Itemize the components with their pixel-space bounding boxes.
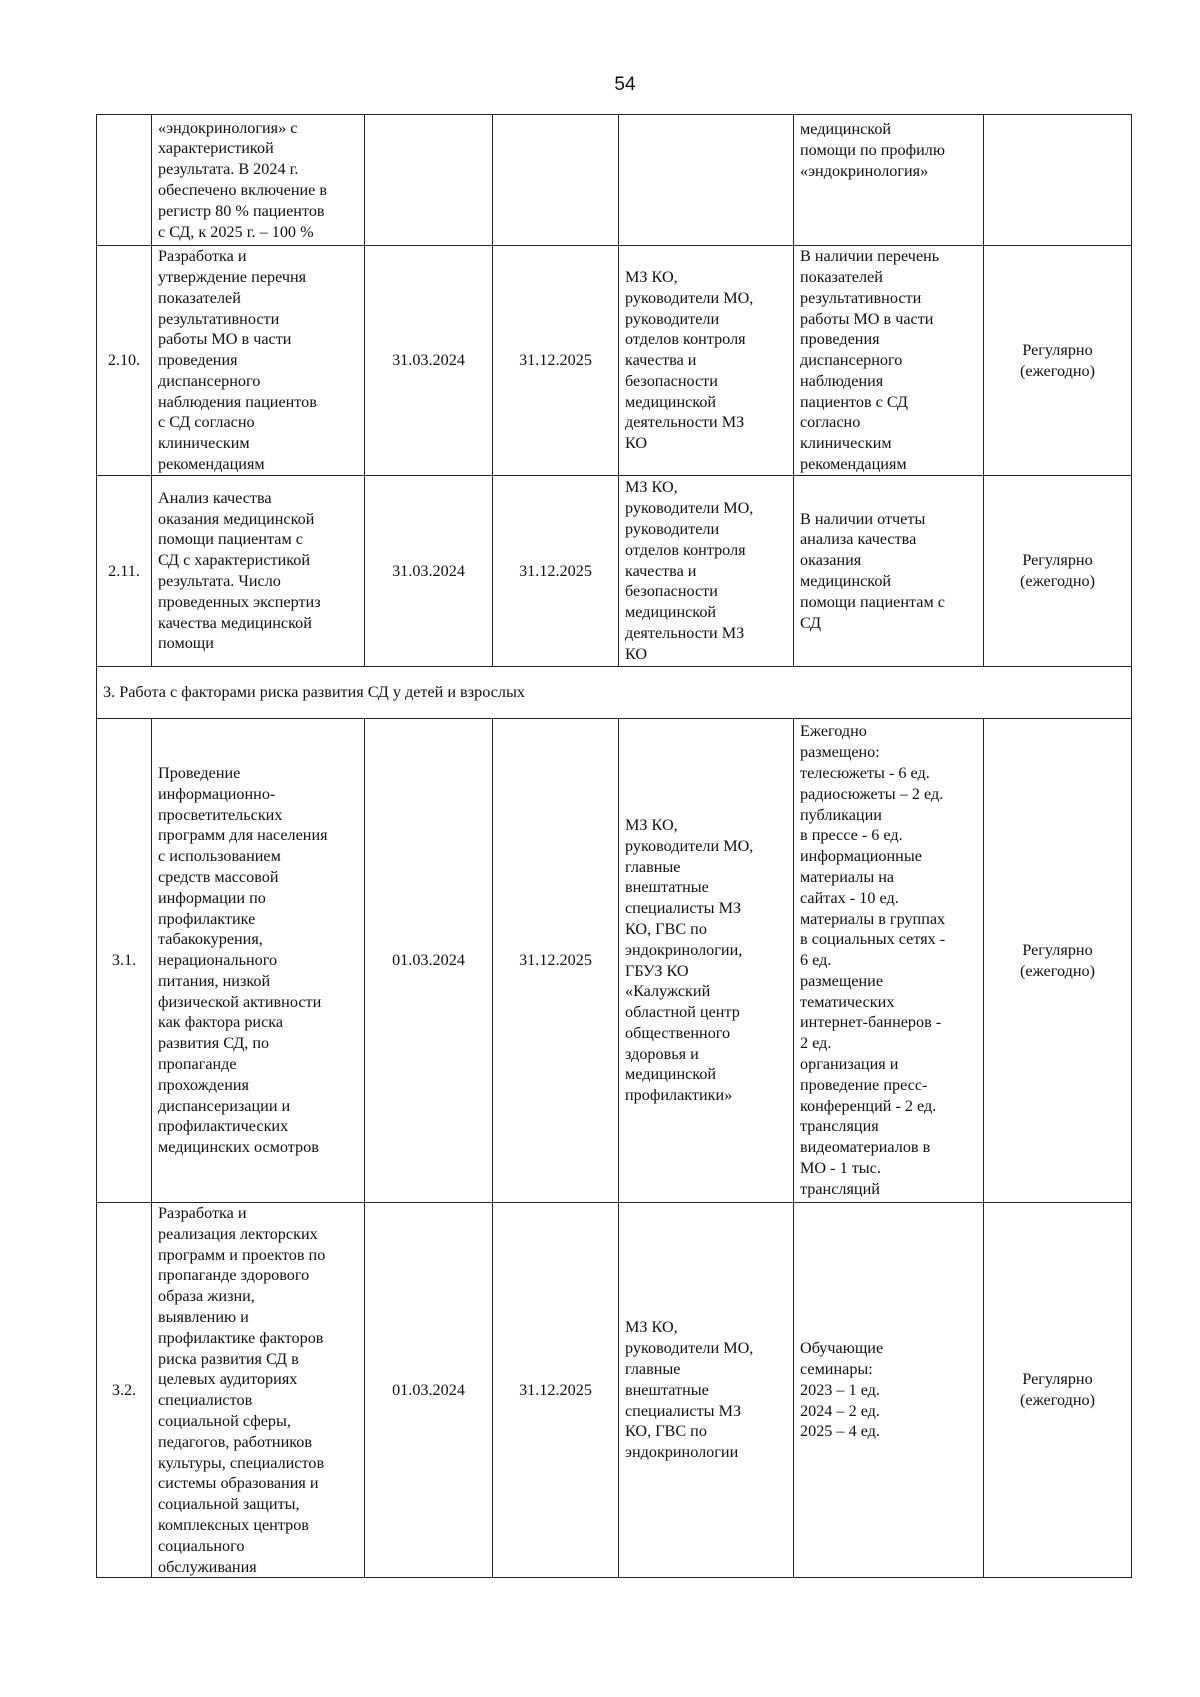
- result-cell: Обучающие семинары: 2023 – 1 ед. 2024 – 2 ед. 2025 – 4 ед.: [794, 1203, 984, 1578]
- result-cell: Ежегодно размещено: телесюжеты - 6 ед. радиосюжеты – 2 ед. публикации в прессе - 6 ед. информационные материалы на сайтах - 10 ед. материалы в группах в социальных сетях - 6 ед. размещение тематических интернет-баннеров - 2 ед. организация и проведение пресс- конференций - 2 ед. трансляция видеоматериалов в МО - 1 тыс. трансляций: [794, 719, 984, 1203]
- table-row: [97, 115, 1132, 246]
- end-date-cell: 31.12.2025: [493, 719, 619, 1203]
- table-row: [97, 246, 1132, 476]
- responsible-cell: МЗ КО, руководители МО, руководители отделов контроля качества и безопасности медицинской деятельности МЗ КО: [619, 476, 794, 667]
- row-number: 3.2.: [97, 1203, 152, 1578]
- page-number: 54: [614, 74, 636, 95]
- row-number: [97, 115, 152, 246]
- end-date-cell: 31.12.2025: [493, 246, 619, 476]
- result-cell: В наличии перечень показателей результативности работы МО в части проведения диспансерного наблюдения пациентов с СД согласно клиническим рекомендациям: [794, 246, 984, 476]
- responsible-cell: МЗ КО, руководители МО, руководители отделов контроля качества и безопасности медицинской деятельности МЗ КО: [619, 246, 794, 476]
- start-date-cell: 31.03.2024: [365, 246, 493, 476]
- start-date-cell: 01.03.2024: [365, 719, 493, 1203]
- start-date-cell: [365, 115, 493, 246]
- activity-plan-table: [96, 114, 1132, 1578]
- end-date-cell: [493, 115, 619, 246]
- row-number: 2.11.: [97, 476, 152, 667]
- end-date-cell: 31.12.2025: [493, 476, 619, 667]
- responsible-cell: МЗ КО, руководители МО, главные внештатные специалисты МЗ КО, ГВС по эндокринологии: [619, 1203, 794, 1578]
- table-row: [97, 476, 1132, 667]
- periodicity-cell: Регулярно (ежегодно): [984, 719, 1132, 1203]
- row-number: 3.1.: [97, 719, 152, 1203]
- section-title: 3. Работа с факторами риска развития СД у детей и взрослых: [97, 667, 1132, 719]
- activity-cell: Разработка и реализация лекторских программ и проектов по пропаганде здорового образа жизни, выявлению и профилактике факторов риска развития СД в целевых аудиториях специалистов социальной сферы, педагогов, работников культуры, специалистов системы образования и социальной защиты, комплексных центров социального обслуживания: [152, 1203, 365, 1578]
- section-header-row: [97, 667, 1132, 719]
- row-number: 2.10.: [97, 246, 152, 476]
- periodicity-cell: [984, 115, 1132, 246]
- activity-cell: «эндокринология» с характеристикой результата. В 2024 г. обеспечено включение в регистр 80 % пациентов с СД, к 2025 г. – 100 %: [152, 115, 365, 246]
- table-row: [97, 1203, 1132, 1578]
- result-cell: медицинской помощи по профилю «эндокринология»: [794, 115, 984, 246]
- table-row: [97, 719, 1132, 1203]
- periodicity-cell: Регулярно (ежегодно): [984, 1203, 1132, 1578]
- activity-cell: Разработка и утверждение перечня показателей результативности работы МО в части проведения диспансерного наблюдения пациентов с СД согласно клиническим рекомендациям: [152, 246, 365, 476]
- start-date-cell: 31.03.2024: [365, 476, 493, 667]
- result-cell: В наличии отчеты анализа качества оказания медицинской помощи пациентам с СД: [794, 476, 984, 667]
- activity-cell: Проведение информационно- просветительских программ для населения с использованием средств массовой информации по профилактике табакокурения, нерационального питания, низкой физической активности как фактора риска развития СД, по пропаганде прохождения диспансеризации и профилактических медицинских осмотров: [152, 719, 365, 1203]
- end-date-cell: 31.12.2025: [493, 1203, 619, 1578]
- start-date-cell: 01.03.2024: [365, 1203, 493, 1578]
- activity-cell: Анализ качества оказания медицинской помощи пациентам с СД с характеристикой результата. Число проведенных экспертиз качества медицинской помощи: [152, 476, 365, 667]
- periodicity-cell: Регулярно (ежегодно): [984, 246, 1132, 476]
- responsible-cell: МЗ КО, руководители МО, главные внештатные специалисты МЗ КО, ГВС по эндокринологии, ГБУЗ КО «Калужский областной центр общественного здоровья и медицинской профилактики»: [619, 719, 794, 1203]
- responsible-cell: [619, 115, 794, 246]
- periodicity-cell: Регулярно (ежегодно): [984, 476, 1132, 667]
